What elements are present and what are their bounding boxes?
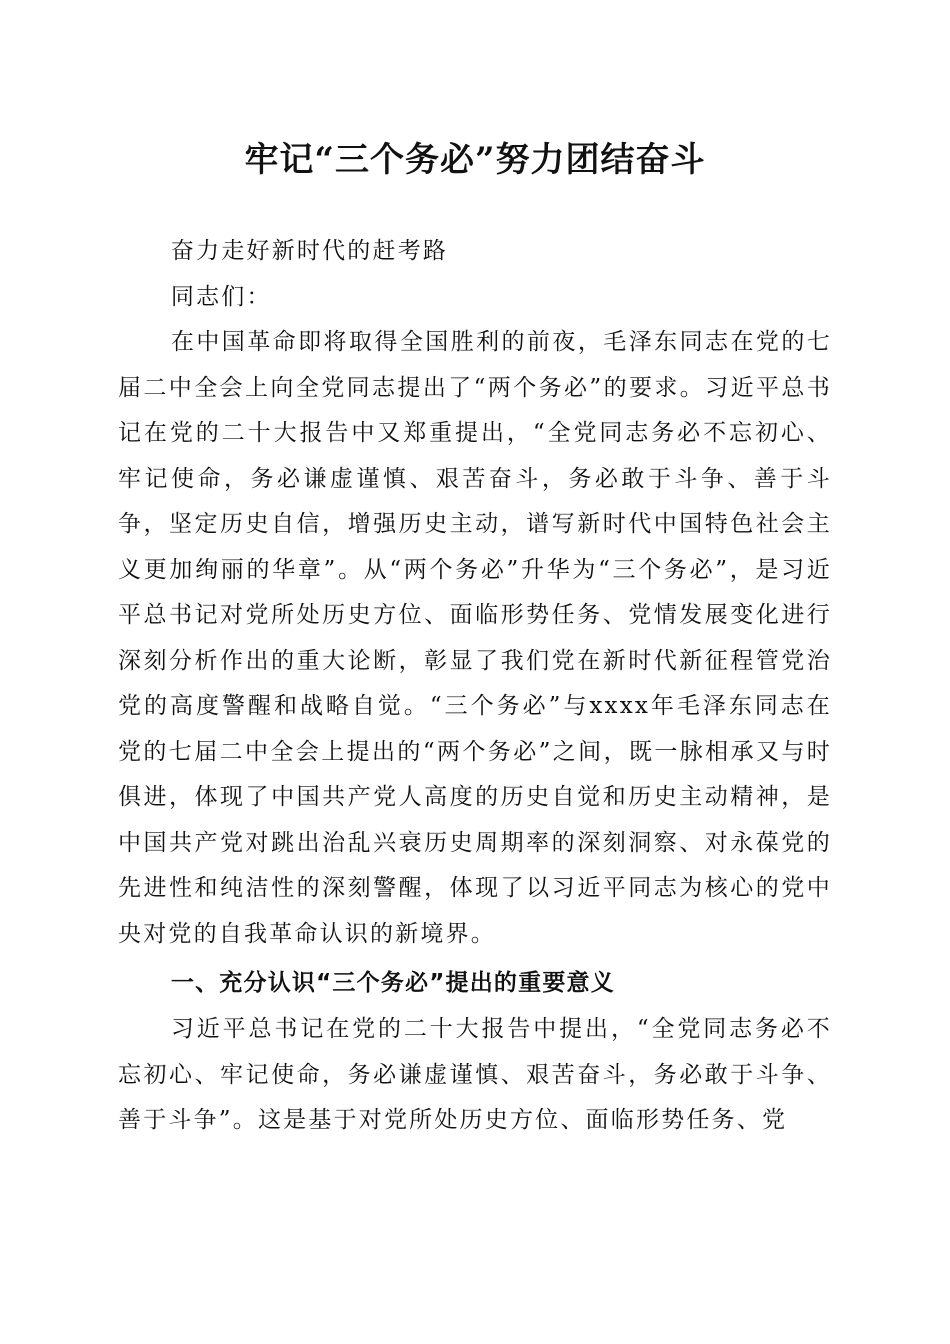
salutation: 同志们： xyxy=(170,283,272,310)
document-title: 牢记“三个务必”努力团结奋斗 xyxy=(244,140,706,180)
section-heading-1: 一、充分认识“三个务必”提出的重要意义 xyxy=(170,970,615,996)
document-body xyxy=(118,229,832,1144)
paragraph-section-1: 习近平总书记在党的二十大报告中提出，“全党同志务必不忘初心、牢记使命，务必谦虚谨慎、艰苦奋斗，务必敢于斗争、善于斗争”。这是基于对党所处历史方位、面临形势任务、党 xyxy=(118,1016,832,1133)
paragraph-intro: 在中国革命即将取得全国胜利的前夜，毛泽东同志在党的七届二中全会上向全党同志提出了“两个务必”的要求。习近平总书记在党的二十大报告中又郑重提出，“全党同志务必不忘初心、牢记使命，务必谦虚谨慎、艰苦奋斗，务必敢于斗争、善于斗争，坚定历史自信，增强历史主动，谱写新时代中国特色社会主义更加绚丽的华章”。从“两个务必”升华为“三个务必”，是习近平总书记对党所处历史方位、面临形势任务、党情发展变化进行深刻分析作出的重大论断，彰显了我们党在新时代新征程管党治党的高度警醒和战略自觉。“三个务必”与xxxx年毛泽东同志在党的七届二中全会上提出的“两个务必”之间，既一脉相承又与时俱进，体现了中国共产党人高度的历史自觉和历史主动精神，是中国共产党对跳出治乱兴衰历史周期率的深刻洞察、对永葆党的先进性和纯洁性的深刻警醒，体现了以习近平同志为核心的党中央对党的自我革命认识的新境界。 xyxy=(118,329,832,947)
document-subtitle: 奋力走好新时代的赶考路 xyxy=(170,238,449,264)
